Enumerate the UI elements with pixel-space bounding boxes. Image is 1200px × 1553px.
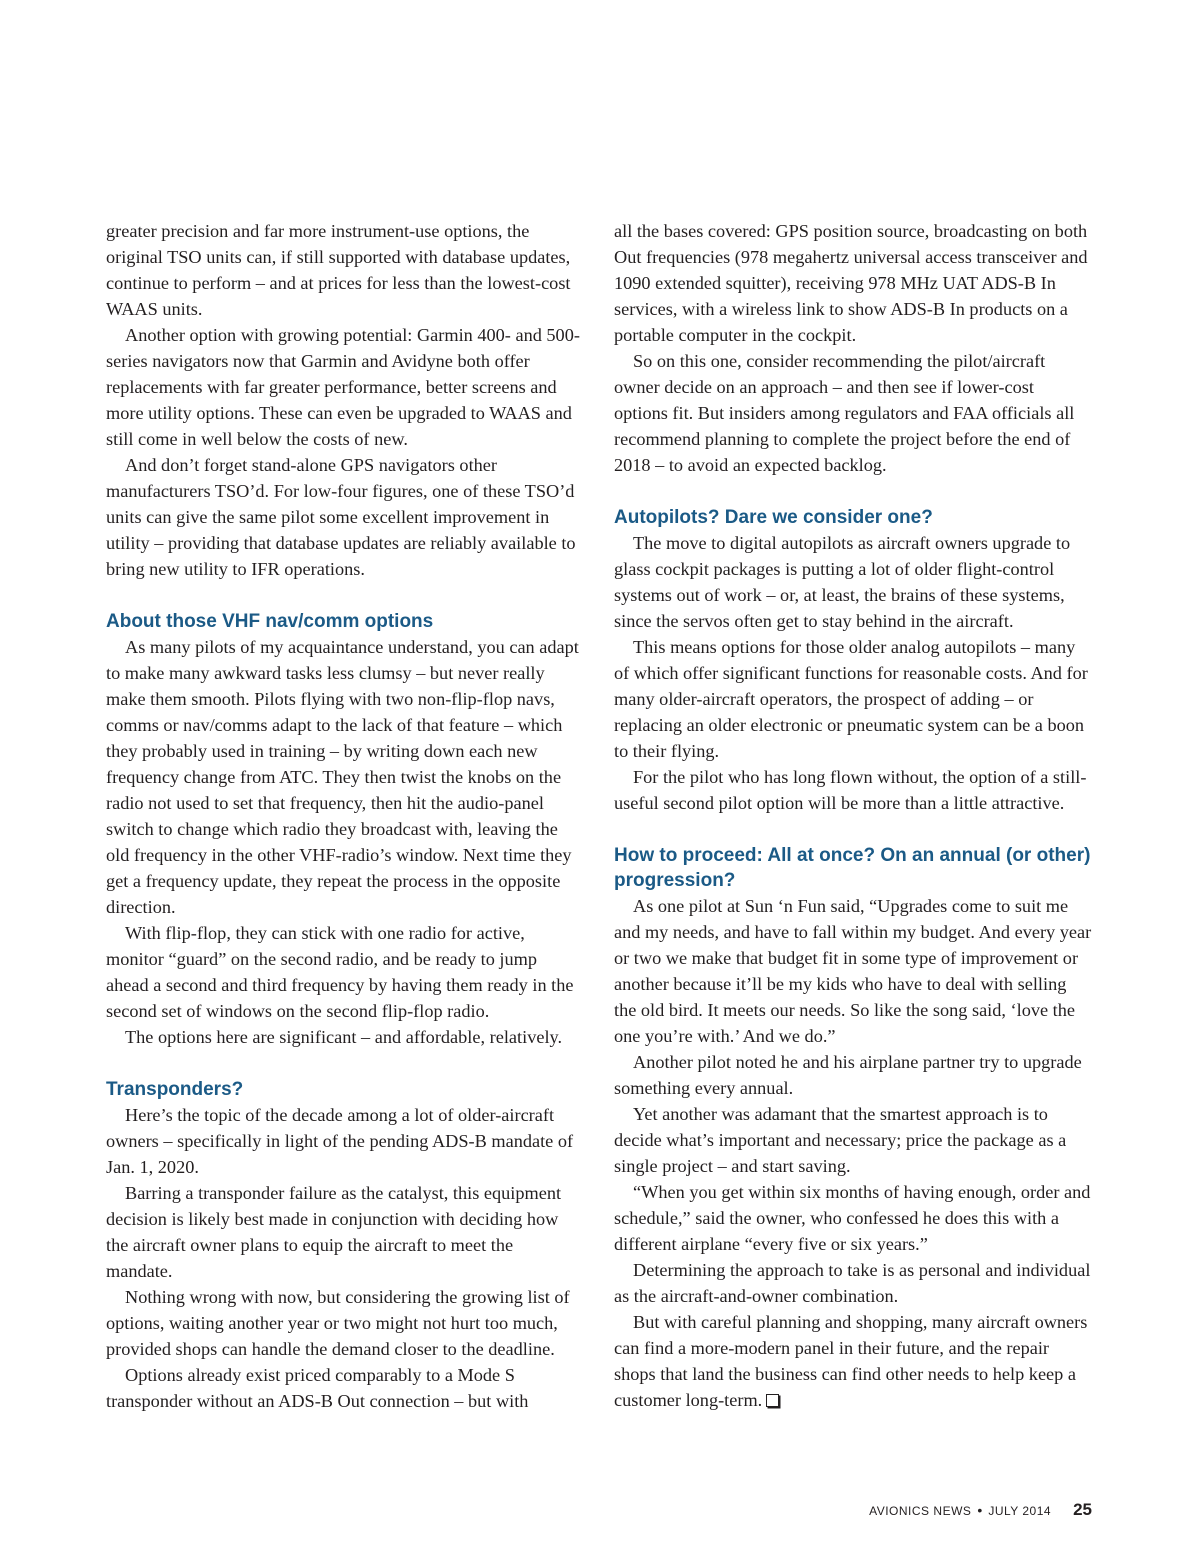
paragraph: Nothing wrong with now, but considering the growing list of options, waiting another year or two might not hurt too much, provided shops can handle the demand closer to the deadline.: [106, 1287, 570, 1359]
paragraph: As one pilot at Sun ‘n Fun said, “Upgrades come to suit me and my needs, and have to fall within my budget. And every year or two we make that budget fit in some type of improvement or another because it’ll be my kids who have to deal with selling the old bird. It meets our needs. So like the song said, ‘love the one you’re with.’ And we do.”: [614, 896, 1092, 1046]
publication-name: AVIONICS NEWS: [869, 1504, 972, 1518]
section-heading-autopilots: Autopilots? Dare we consider one?: [614, 507, 933, 528]
page-number: 25: [1073, 1500, 1092, 1519]
paragraph: Another pilot noted he and his airplane partner try to upgrade something every annual.: [614, 1052, 1082, 1098]
section-heading-transponders: Transponders?: [106, 1079, 244, 1100]
paragraph: This means options for those older analog autopilots – many of which offer significant functions for reasonable costs. And for many older-aircraft operators, the prospect of adding – or replacing an older electronic or pneumatic system can be a boon to their flying.: [614, 637, 1088, 761]
paragraph: Yet another was adamant that the smartest approach is to decide what’s important and necessary; price the package as a single project – and start saving.: [614, 1104, 1067, 1176]
paragraph: “When you get within six months of having enough, order and schedule,” said the owner, who confessed he does this with a different airplane “every five or six years.”: [614, 1182, 1091, 1254]
paragraph: Barring a transponder failure as the catalyst, this equipment decision is likely best made in conjunction with deciding how the aircraft owner plans to equip the aircraft to meet the mandate.: [106, 1183, 562, 1281]
paragraph: Here’s the topic of the decade among a lot of older-aircraft owners – specifically in light of the pending ADS-B mandate of Jan. 1, 2020.: [106, 1105, 574, 1177]
section-heading-how-to-proceed: How to proceed: All at once? On an annual (or other) progression?: [614, 845, 1091, 891]
paragraph-text: But with careful planning and shopping, many aircraft owners can find a more-modern panel in their future, and the repair shops that land the business can find other needs to help keep a customer long-term.: [614, 1312, 1088, 1410]
paragraph: With flip-flop, they can stick with one radio for active, monitor “guard” on the second radio, and be ready to jump ahead a second and third frequency by having them ready in the second set of windows on the second flip-flop radio.: [106, 923, 574, 1021]
paragraph: Another option with growing potential: Garmin 400- and 500-series navigators now that Garmin and Avidyne both offer replacements with far greater performance, better screens and more utility options. These can even be upgraded to WAAS and still come in well below the costs of new.: [106, 325, 580, 449]
final-paragraph: [614, 1309, 1092, 1413]
end-of-article-box-icon: [766, 1394, 779, 1407]
footer-separator: •: [977, 1502, 983, 1518]
paragraph: Determining the approach to take is as personal and individual as the aircraft-and-owner combination.: [614, 1260, 1091, 1306]
right-column: [614, 218, 1092, 1413]
paragraph: For the pilot who has long flown without, the option of a still-useful second pilot option will be more than a little attractive.: [614, 767, 1087, 813]
paragraph: So on this one, consider recommending the pilot/aircraft owner decide on an approach – and then see if lower-cost options fit. But insiders among regulators and FAA officials all recommend planning to complete the project before the end of 2018 – to avoid an expected backlog.: [614, 351, 1075, 475]
section-heading-vhf-navcomm: About those VHF nav/comm options: [106, 611, 434, 632]
left-column: [106, 218, 582, 1414]
paragraph: And don’t forget stand-alone GPS navigators other manufacturers TSO’d. For low-four figures, one of these TSO’d units can give the same pilot some excellent improvement in utility – providing that database updates are reliably available to bring new utility to IFR operations.: [106, 455, 576, 579]
paragraph: As many pilots of my acquaintance understand, you can adapt to make many awkward tasks less clumsy – but never really make them smooth. Pilots flying with two non-flip-flop navs, comms or nav/comms adapt to the lack of that feature – which they probably used in training – by writing down each new frequency change from ATC. They then twist the knobs on the radio not used to set that frequency, then hit the audio-panel switch to change which radio they broadcast with, leaving the old frequency in the other VHF-radio’s window. Next time they get a frequency update, they repeat the process in the opposite direction.: [106, 637, 579, 917]
page-footer: [869, 1500, 1092, 1520]
paragraph: Options already exist priced comparably to a Mode S transponder without an ADS-B Out connection – but with: [106, 1365, 529, 1411]
paragraph: all the bases covered: GPS position source, broadcasting on both Out frequencies (978 megahertz universal access transceiver and 1090 extended squitter), receiving 978 MHz UAT ADS-B In services, with a wireless link to show ADS-B In products on a portable computer in the cockpit.: [614, 221, 1088, 345]
paragraph: The move to digital autopilots as aircraft owners upgrade to glass cockpit packages is putting a lot of older flight-control systems out of work – or, at least, the brains of these systems, since the servos often get to stay behind in the aircraft.: [614, 533, 1071, 631]
issue-date: JULY 2014: [988, 1504, 1052, 1518]
paragraph: greater precision and far more instrument-use options, the original TSO units can, if still supported with database updates, continue to perform – and at prices for less than the lowest-cost WAAS units.: [106, 221, 571, 319]
paragraph: The options here are significant – and affordable, relatively.: [125, 1027, 563, 1047]
